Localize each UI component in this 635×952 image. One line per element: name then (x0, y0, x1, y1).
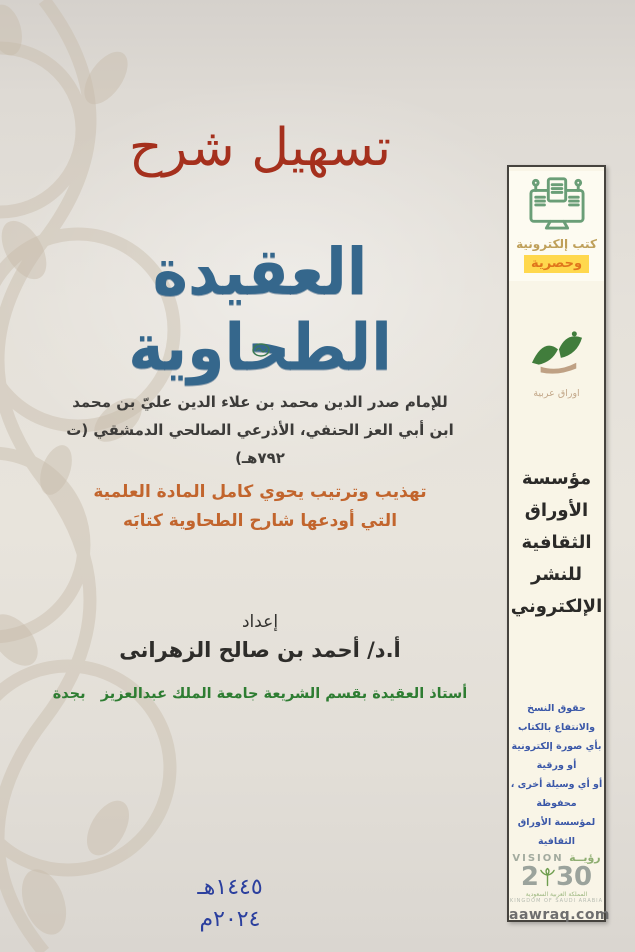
year-gregorian: ٢٠٢٤م (199, 907, 261, 932)
kingdom-name-english: KINGDOM OF SAUDI ARABIA (509, 898, 604, 904)
publisher-word: للنشر (531, 564, 582, 585)
edition-subtitle (40, 478, 480, 536)
vision-latin: VISION (512, 853, 564, 864)
publisher-word: الإلكتروني (510, 596, 603, 617)
copyright-notice (509, 699, 604, 851)
copyright-line: حقوق النسخ والانتفاع بالكتاب (517, 703, 596, 733)
subtitle-line-1: تهذيب وترتيب يحوي كامل المادة العلمية (93, 482, 427, 502)
copyright-line: أو أي وسيلة أخرى ، محفوظة (510, 779, 603, 809)
year-hijri: ١٤٤٥هـ (197, 875, 263, 900)
author-line-1: للإمام صدر الدين محمد بن علاء الدين عليّ بن محمد (72, 393, 448, 411)
publisher-sidebar (507, 165, 611, 923)
publication-date (130, 872, 330, 936)
ebook-badge-line1: كتب إلكترونية (516, 237, 597, 251)
kingdom-name-arabic: المملكة العربية السعودية (525, 891, 588, 898)
ebook-badge (509, 171, 604, 281)
prepared-by-label: إعداد (241, 612, 279, 632)
green-calligraphic-seal-icon (252, 342, 270, 358)
preparer-name: أ.د/ أحمد بن صالح الزهرانى (119, 638, 401, 662)
vision-2030-logo (509, 851, 604, 904)
publisher-word: الأوراق (524, 500, 589, 521)
book-main-title: العقيدة الطحاوية (128, 234, 392, 386)
awraq-arabia-calligraphy-icon (526, 330, 588, 382)
publisher-website: aawraq.com (509, 907, 611, 923)
awraq-logo-text: اوراق عربية (533, 388, 580, 399)
preparer-title: أستاذ العقيدة بقسم الشريعة جامعة الملك عبدالعزيز بجدة (52, 686, 468, 702)
monitor-with-book-icon (523, 175, 591, 231)
publisher-word: مؤسسة (521, 468, 592, 489)
saudi-palm-emblem-icon (540, 867, 555, 887)
vision-year-right: 30 (555, 862, 593, 892)
series-title: تسهيل شرح (128, 118, 392, 178)
vision-year-left: 2 (520, 862, 539, 892)
author-line-2: ابن أبي العز الحنفي، الأذرعي الصالحي الدمشقي (ت ٧٩٢هـ) (66, 421, 454, 467)
subtitle-line-2: التي أودعها شارح الطحاوية كتابَه (122, 511, 398, 531)
author-attribution (40, 388, 480, 472)
publisher-word: الثقافية (521, 532, 592, 553)
copyright-line: لمؤسسة الأوراق الثقافية (517, 817, 596, 847)
vision-arabic: رؤيــة (569, 851, 601, 864)
ebook-badge-line2: وحصرية (524, 255, 589, 273)
copyright-line: بأي صورة إلكترونية أو ورقية (511, 741, 602, 771)
publisher-name (509, 463, 604, 623)
awraq-arabia-logo (509, 330, 604, 399)
vision-2030-year (509, 864, 604, 890)
